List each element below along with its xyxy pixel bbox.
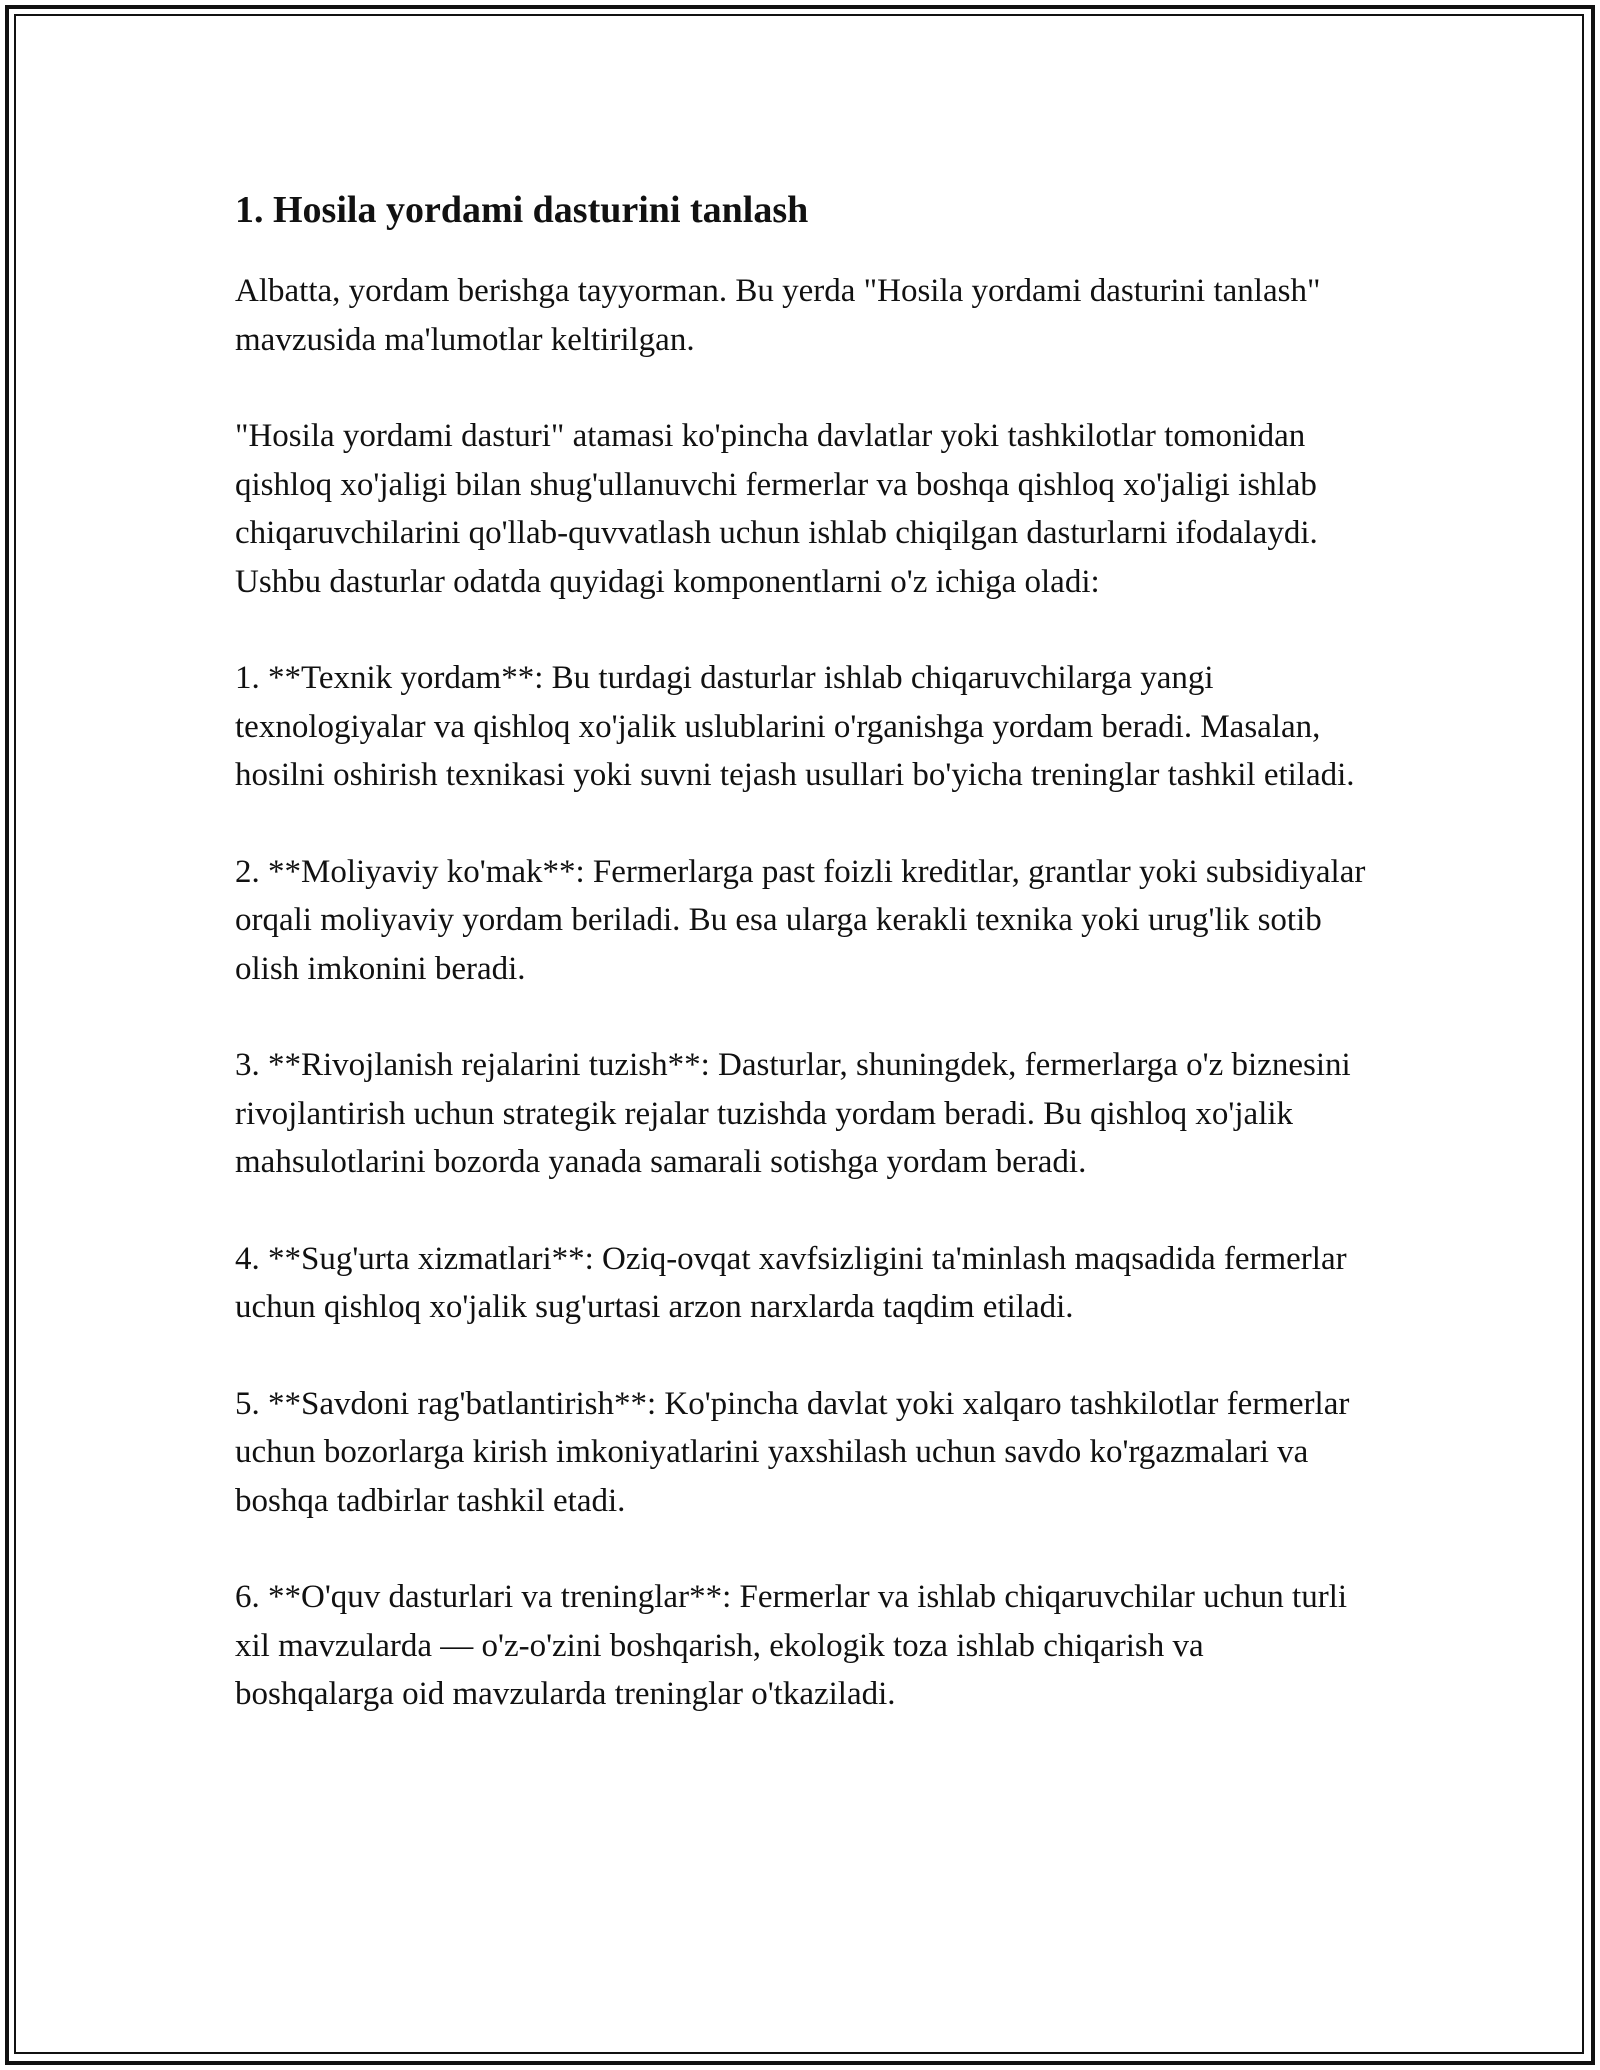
list-item-financial-support: 2. **Moliyaviy ko'mak**: Fermerlarga past foizli kreditlar, grantlar yoki subsidiyalar orqali moliyaviy yordam beriladi. Bu esa ularga kerakli texnika yoki urug'lik sotib olish imkonini beradi. [235,853,1366,987]
definition-paragraph: "Hosila yordami dasturi" atamasi ko'pincha davlatlar yoki tashkilotlar tomonidan qishloq xo'jaligi bilan shug'ullanuvchi fermerlar va boshqa qishloq xo'jaligi ishlab chiqaruvchilarini qo'llab-quvvatlash uchun ishlab chiqilgan dasturlarni ifodalaydi. Ushbu dasturlar odatda quyidagi komponentlarni o'z ichiga oladi: [235,418,1318,600]
document-title: 1. Hosila yordami dasturini tanlash [235,189,809,231]
list-item-development-plans: 3. **Rivojlanish rejalarini tuzish**: Dasturlar, shuningdek, fermerlarga o'z biznesini rivojlantirish uchun strategik rejalar tuzishda yordam beradi. Bu qishloq xo'jalik mahsulotlarini bozorda yanada samarali sotishga yordam beradi. [235,1047,1351,1180]
list-item-training-programs: 6. **O'quv dasturlari va treninglar**: Fermerlar va ishlab chiqaruvchilar uchun turli xil mavzularda — o'z-o'zini boshqarish, ekologik toza ishlab chiqarish va boshqalarga oid mavzularda treninglar o'tkaziladi. [235,1579,1348,1712]
intro-paragraph: Albatta, yordam berishga tayyorman. Bu yerda "Hosila yordami dasturini tanlash" mavzusida ma'lumotlar keltirilgan. [235,273,1321,358]
document-body [235,180,1370,1767]
list-item-technical-help: 1. **Texnik yordam**: Bu turdagi dasturlar ishlab chiqaruvchilarga yangi texnologiyalar va qishloq xo'jalik uslublarini o'rganishga yordam beradi. Masalan, hosilni oshirish texnikasi yoki suvni tejash usullari bo'yicha treninglar tashkil etiladi. [235,660,1355,793]
list-item-insurance-services: 4. **Sug'urta xizmatlari**: Oziq-ovqat xavfsizligini ta'minlash maqsadida fermerlar uchun qishloq xo'jalik sug'urtasi arzon narxlarda taqdim etiladi. [235,1240,1347,1325]
list-item-trade-promotion: 5. **Savdoni rag'batlantirish**: Ko'pincha davlat yoki xalqaro tashkilotlar fermerlar uchun bozorlarga kirish imkoniyatlarini yaxshilash uchun savdo ko'rgazmalari va boshqa tadbirlar tashkil etadi. [235,1385,1350,1519]
